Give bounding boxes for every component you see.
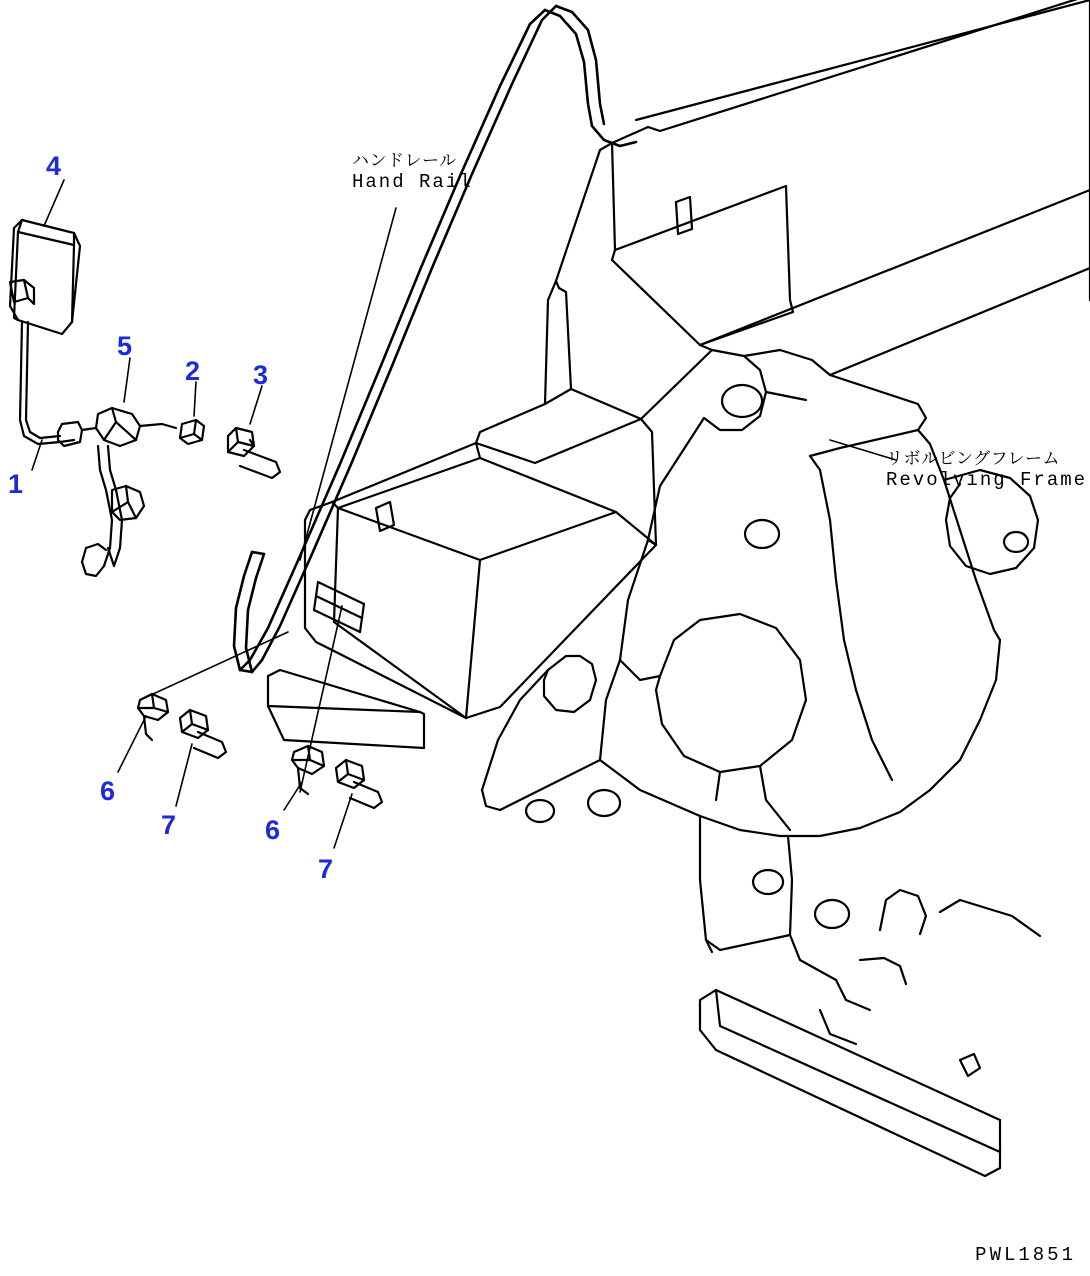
hand-rail-label <box>352 152 473 193</box>
bolt-part7-center <box>336 760 382 808</box>
revolving-frame-label-jp: リボルビングフレーム <box>886 449 1060 469</box>
callout-6-left: 6 <box>100 776 116 806</box>
callout-7-center: 7 <box>318 854 334 884</box>
figure-code: PWL1851 <box>975 1244 1076 1266</box>
bolt-part7-left <box>180 710 226 758</box>
mirror-clamp-group <box>58 408 176 576</box>
hand-rail <box>234 6 636 672</box>
mirror-assembly <box>10 220 80 334</box>
revolving-frame-label <box>886 450 1087 491</box>
revolving-frame-label-en: Revolving Frame <box>886 468 1088 491</box>
callout-2: 2 <box>185 356 201 386</box>
callout-5: 5 <box>117 331 133 361</box>
washer-part2 <box>180 420 204 444</box>
leader-lines <box>32 180 896 848</box>
clip-part6-left <box>138 694 168 740</box>
callout-7-left: 7 <box>161 810 177 840</box>
callout-6-center: 6 <box>265 815 281 845</box>
revolving-frame <box>482 350 1038 952</box>
mirror-stay-rod <box>20 322 74 444</box>
lower-frame <box>700 890 1040 1176</box>
upper-structure-outline <box>612 0 1090 375</box>
hand-rail-label-en: Hand Rail <box>352 170 473 193</box>
callout-4: 4 <box>46 151 62 181</box>
bolt-part3 <box>228 428 280 478</box>
callout-1: 1 <box>8 469 24 499</box>
callout-3: 3 <box>253 360 269 390</box>
hand-rail-label-jp: ハンドレール <box>352 151 457 171</box>
